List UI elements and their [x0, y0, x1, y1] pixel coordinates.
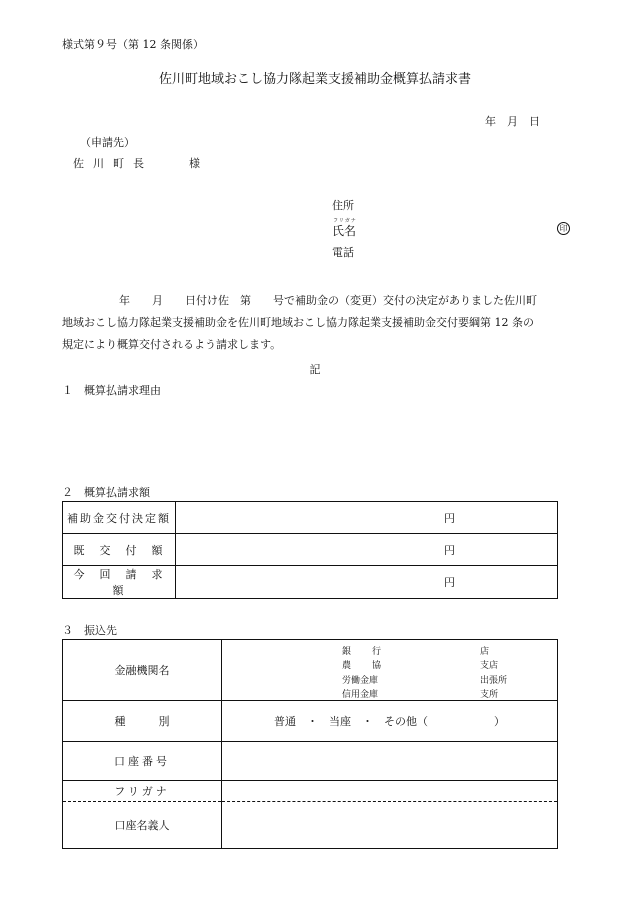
ki-heading: 記 — [309, 363, 321, 376]
account-number-label: 口座番号 — [63, 742, 222, 781]
decided-amount-label: 補助金交付決定額 — [63, 502, 176, 534]
bank-type-shinyou: 信用金庫 — [342, 690, 379, 700]
section2-heading: ２ 概算払請求額 — [62, 486, 150, 499]
holder-furigana-label: フリガナ — [63, 781, 222, 802]
paid-amount-field[interactable]: 円 — [176, 534, 558, 566]
seal-icon: 印 — [557, 222, 570, 235]
addressee-suffix: 様 — [189, 157, 200, 170]
table-row — [63, 566, 558, 599]
account-holder-field[interactable] — [222, 802, 558, 849]
table-row — [63, 781, 558, 802]
table-row — [63, 701, 558, 742]
holder-furigana-field[interactable] — [222, 781, 558, 802]
paid-amount-label: 既 交 付 額 — [63, 534, 176, 566]
addressee: 佐川町長 — [73, 157, 153, 170]
request-amount-field[interactable]: 円 — [176, 566, 558, 599]
bank-name-label: 金融機関名 — [63, 640, 222, 701]
date-line[interactable]: 年 月 日 — [485, 115, 540, 128]
name-label: 氏名 — [332, 224, 357, 238]
transfer-table — [62, 639, 558, 849]
decided-amount-field[interactable]: 円 — [176, 502, 558, 534]
branch-type-office: 出張所 — [480, 676, 508, 686]
table-row — [63, 502, 558, 534]
bank-type-roudou: 労働金庫 — [342, 676, 379, 686]
name-furigana: フリガナ — [333, 218, 357, 224]
bank-type-bank: 銀 行 — [342, 647, 388, 657]
address-label: 住所 — [332, 199, 354, 212]
amount-table — [62, 501, 558, 599]
document-title: 佐川町地域おこし協力隊起業支援補助金概算払請求書 — [158, 72, 471, 87]
table-row — [63, 534, 558, 566]
bank-type-noukyou: 農 協 — [342, 661, 388, 671]
table-row — [63, 802, 558, 849]
account-kind-label: 種 別 — [63, 701, 222, 742]
statement-line-2: 地域おこし協力隊起業支援補助金を佐川町地域おこし協力隊起業支援補助金交付要綱第 12 条の — [62, 316, 534, 329]
request-amount-label: 今 回 請 求 額 — [63, 566, 176, 599]
bank-name-field[interactable] — [222, 640, 558, 701]
branch-type-branch: 支店 — [480, 661, 499, 671]
statement-line-1: 年 月 日付け佐 第 号で補助金の（変更）交付の決定がありました佐川町 — [119, 294, 537, 307]
table-row — [63, 640, 558, 701]
request-statement — [62, 290, 570, 356]
table-row — [63, 742, 558, 781]
branch-type-store: 店 — [480, 647, 490, 657]
section1-heading: １ 概算払請求理由 — [62, 384, 161, 397]
account-holder-label: 口座名義人 — [63, 802, 222, 849]
section3-heading: ３ 振込先 — [62, 624, 117, 637]
account-number-field[interactable] — [222, 742, 558, 781]
phone-label: 電話 — [332, 246, 354, 259]
statement-line-3: 規定により概算交付されるよう請求します。 — [62, 338, 282, 351]
form-number: 様式第９号（第 12 条関係） — [62, 38, 204, 51]
addressee-label: （申請先） — [80, 136, 135, 149]
account-kind-options[interactable]: 普通 ・ 当座 ・ その他（ ） — [222, 701, 558, 742]
branch-type-sub: 支所 — [480, 690, 499, 700]
